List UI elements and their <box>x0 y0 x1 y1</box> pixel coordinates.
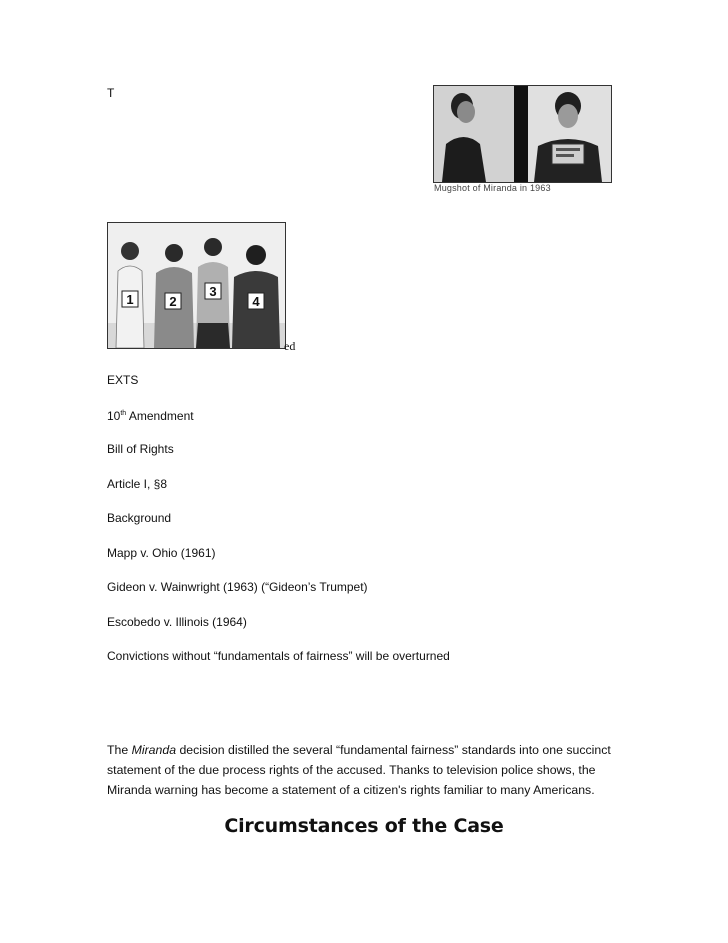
paragraph-lead: The <box>107 743 132 757</box>
lineup-stray-text: ed <box>284 339 296 353</box>
stray-letter: T <box>107 86 115 100</box>
paragraph-line-3: Miranda warning has become a statement of a citizen's rights familiar to many Americans. <box>107 783 595 797</box>
list-item-exts: EXTS <box>107 373 139 387</box>
list-item-gideon: Gideon v. Wainwright (1963) (“Gideon’s Trumpet) <box>107 580 368 594</box>
list-item-article: Article I, §8 <box>107 477 168 491</box>
section-heading: Circumstances of the Case <box>224 815 504 837</box>
amendment-suffix: th <box>120 410 127 417</box>
mugshot-image <box>434 86 611 182</box>
body-paragraph <box>107 740 627 800</box>
lineup-placard-3: 3 <box>209 284 217 299</box>
list-item-escobedo: Escobedo v. Illinois (1964) <box>107 615 247 629</box>
amendment-number: 10 <box>107 409 121 423</box>
lineup-image <box>108 223 285 348</box>
lineup-placard-1: 1 <box>126 292 134 307</box>
lineup-photo <box>107 222 286 349</box>
lineup-placard-2: 2 <box>169 294 177 309</box>
list-item-mapp: Mapp v. Ohio (1961) <box>107 546 216 560</box>
amendment-label: Amendment <box>126 409 194 423</box>
miranda-italic: Miranda <box>131 743 177 757</box>
list-item-convictions: Convictions without “fundamentals of fairness” will be overturned <box>107 649 450 663</box>
list-item-background: Background <box>107 511 172 525</box>
list-item-amendment <box>107 407 194 423</box>
lineup-placard-4: 4 <box>252 294 260 309</box>
mugshot-photo <box>433 85 612 183</box>
paragraph-line-1 <box>107 740 627 760</box>
paragraph-line-2: statement of the due process rights of the accused. Thanks to television police shows, the <box>107 763 596 777</box>
mugshot-caption: Mugshot of Miranda in 1963 <box>434 183 551 193</box>
list-item-bill-of-rights: Bill of Rights <box>107 442 174 456</box>
paragraph-line1-rest: decision distilled the several “fundamental fairness” standards into one succinct <box>176 743 611 757</box>
